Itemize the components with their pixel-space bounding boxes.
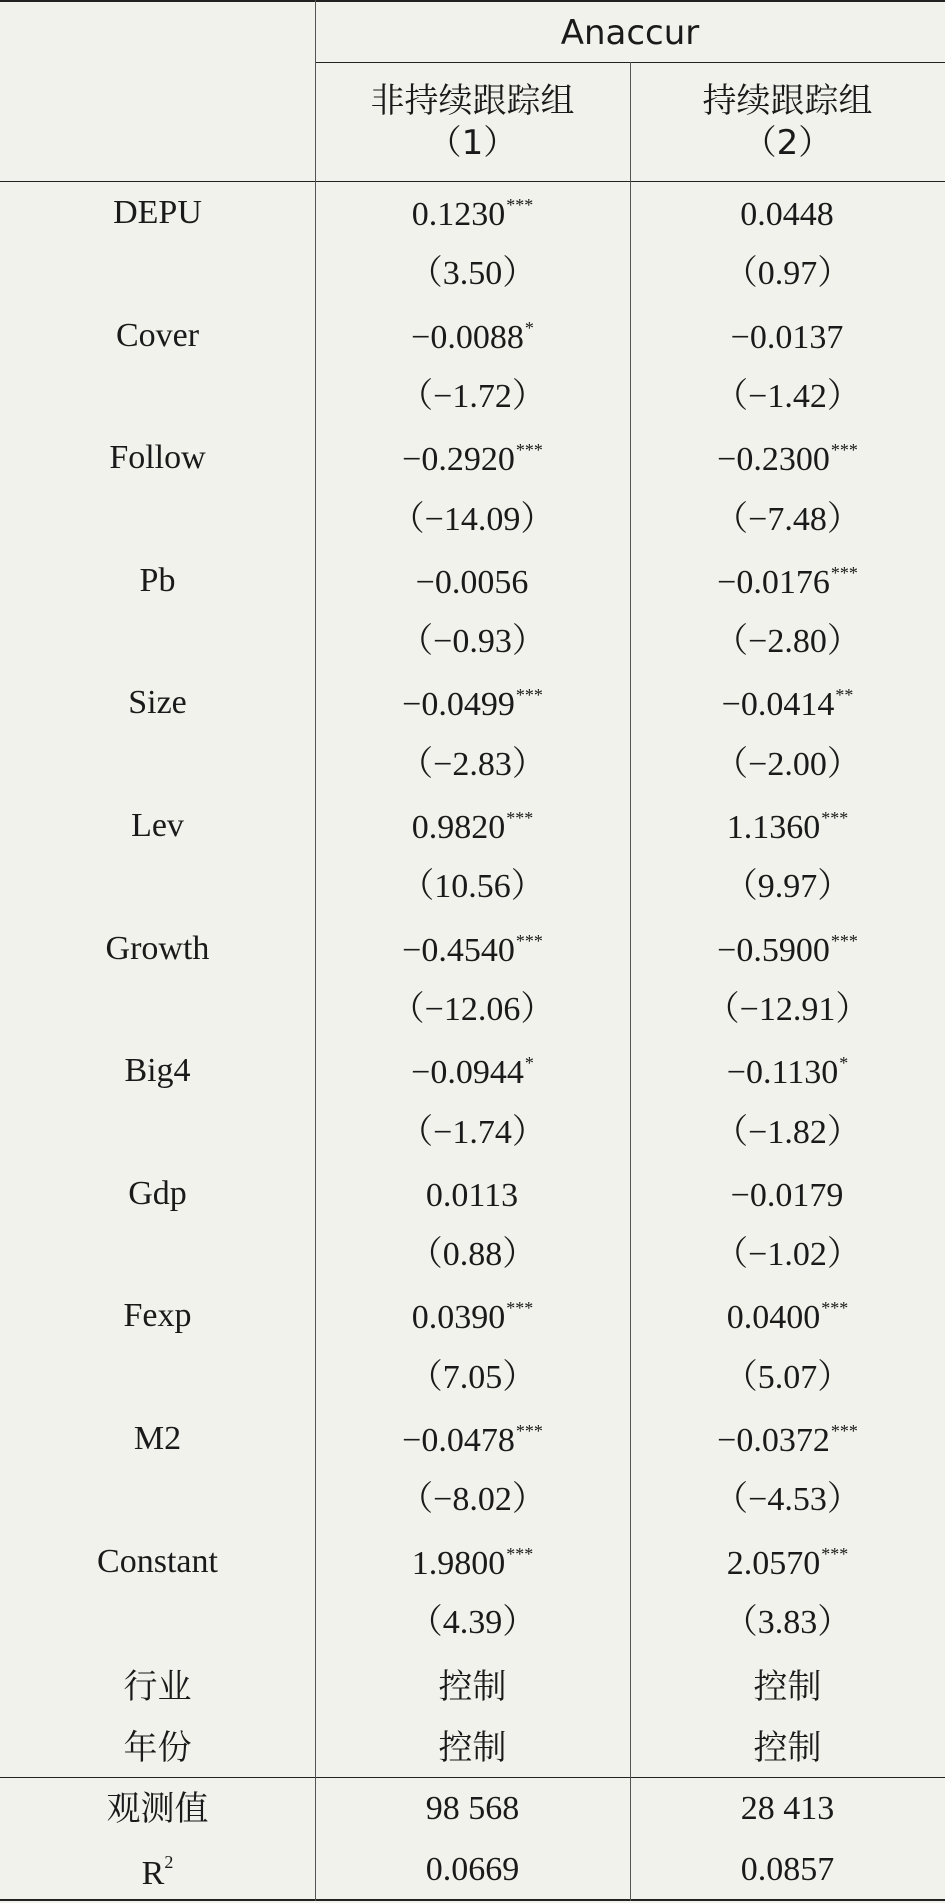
coefficient-col2 [630,1299,945,1335]
t-stat-col2 [630,1606,945,1640]
coefficient-col1 [315,1545,630,1581]
t-stat-col1 [315,1606,630,1640]
variable-name-text: Growth [105,930,210,967]
t-stat-col1-text: （3.50） [408,255,537,292]
variable-name [0,441,315,475]
variable-name [0,809,315,843]
t-stat-col2 [630,257,945,291]
significance-stars: *** [515,440,543,460]
coefficient-col1 [315,441,630,477]
significance-stars: * [524,318,534,338]
coefficient-col1 [315,932,630,968]
coefficient-col2-text: −0.0179 [730,1177,844,1214]
t-stat-col2 [630,1116,945,1150]
coefficient-col2-text: 2.0570 [726,1545,821,1582]
coefficient-col1-text: 0.0390 [411,1299,506,1336]
coefficient-col1 [315,686,630,722]
top-rule [0,0,945,2]
coefficient-col2-text: −0.2300 [717,441,830,478]
coefficient-col2-text: 0.0400 [726,1299,821,1336]
significance-stars: *** [506,1298,534,1318]
variable-name-text: Gdp [128,1175,187,1212]
t-stat-col1 [315,993,630,1027]
t-stat-col1 [315,380,630,414]
t-stat-col1 [315,257,630,291]
significance-stars: *** [821,808,849,828]
t-stat-col2 [630,503,945,537]
t-stat-col2 [630,380,945,414]
coefficient-col2-text: −0.0137 [730,319,844,356]
coefficient-col1 [315,196,630,232]
variable-name-text: Lev [131,807,184,844]
t-stat-col1 [315,1361,630,1395]
variable-name-text: Big4 [124,1052,191,1089]
significance-stars: ** [835,685,854,705]
t-stat-col2-text: （−1.42） [714,378,861,415]
t-stat-col2-text: （5.07） [723,1359,852,1396]
coefficient-col1-text: −0.2920 [402,441,515,478]
t-stat-col1 [315,748,630,782]
variable-name-text: Size [128,684,187,721]
t-stat-col2 [630,1361,945,1395]
t-stat-col1 [315,625,630,659]
control-value: 控制 [438,1667,507,1707]
t-stat-col1 [315,1238,630,1272]
significance-stars: *** [506,195,534,215]
header-rule [0,181,945,182]
coefficient-col2-text: −0.0176 [717,564,830,601]
t-stat-col1-text: （7.05） [408,1359,537,1396]
significance-stars: *** [506,1544,534,1564]
t-stat-col1-text: （−0.93） [399,623,546,660]
t-stat-col1-text: （−14.09） [390,501,555,538]
column-2-label: 持续跟踪组 [702,81,873,121]
t-stat-col1 [315,870,630,904]
significance-stars: *** [515,1421,543,1441]
significance-stars: *** [506,808,534,828]
t-stat-col2 [630,1483,945,1517]
coefficient-col1 [315,1422,630,1458]
observations-value: 28 413 [740,1790,835,1827]
t-stat-col1-text: （4.39） [408,1604,537,1641]
t-stat-col2-text: （−1.02） [714,1236,861,1273]
significance-stars: *** [830,440,858,460]
variable-name [0,564,315,598]
coefficient-col2 [630,932,945,968]
coefficient-col2 [630,1545,945,1581]
r-squared-value: 0.0669 [425,1851,520,1888]
coefficient-col1-text: 0.1230 [411,196,506,233]
t-stat-col2 [630,625,945,659]
coefficient-col2-text: 0.0448 [740,196,834,233]
coefficient-col2-text: 1.1360 [726,809,821,846]
t-stat-col2-text: （3.83） [723,1604,852,1641]
coefficient-col2-text: −0.0414 [721,686,835,723]
t-stat-col2-text: （−2.00） [714,746,861,783]
t-stat-col1-text: （−8.02） [399,1481,546,1518]
coefficient-col1 [315,319,630,355]
control-value: 控制 [753,1728,822,1768]
t-stat-col2 [630,993,945,1027]
variable-name-text: DEPU [113,194,202,231]
control-label-year: 年份 [123,1728,192,1768]
t-stat-col2 [630,1238,945,1272]
variable-name-text: M2 [133,1420,182,1457]
significance-stars: *** [821,1298,849,1318]
t-stat-col2-text: （0.97） [723,255,852,292]
t-stat-col1-text: （0.88） [408,1236,537,1273]
variable-name [0,1545,315,1579]
control-label-industry: 行业 [123,1667,192,1707]
t-stat-col2-text: （−2.80） [714,623,861,660]
coefficient-col1-text: −0.4540 [402,932,515,969]
variable-name-text: Cover [115,317,200,354]
dependent-variable-header: Anaccur [560,13,700,53]
variable-name [0,1299,315,1333]
coefficient-col2 [630,1422,945,1458]
coefficient-col1-text: −0.0499 [402,686,515,723]
r-squared-superscript: 2 [164,1852,174,1872]
coefficient-col2 [630,564,945,600]
coefficient-col1-text: −0.0478 [402,1422,515,1459]
coefficient-col2-text: −0.0372 [717,1422,830,1459]
significance-stars: *** [821,1544,849,1564]
column-1-number: （1） [427,123,518,163]
coefficient-col2 [630,686,945,722]
t-stat-col1 [315,1483,630,1517]
significance-stars: *** [515,685,543,705]
t-stat-col1 [315,1116,630,1150]
coefficient-col1-text: 0.9820 [411,809,506,846]
significance-stars: * [524,1053,534,1073]
variable-name [0,686,315,720]
t-stat-col1-text: （−1.72） [399,378,546,415]
coefficient-col1-text: −0.0088 [411,319,524,356]
coefficient-col2 [630,196,945,232]
t-stat-col1-text: （−12.06） [390,991,555,1028]
control-value: 控制 [753,1667,822,1707]
significance-stars: * [839,1053,849,1073]
t-stat-col1 [315,503,630,537]
coefficient-col2 [630,319,945,355]
variable-name [0,196,315,230]
variable-name [0,1177,315,1211]
coefficient-col2 [630,1054,945,1090]
variable-name-text: Fexp [123,1297,192,1334]
significance-stars: *** [830,563,858,583]
coefficient-col1-text: −0.0056 [415,564,529,601]
t-stat-col2 [630,870,945,904]
t-stat-col1-text: （−2.83） [399,746,546,783]
significance-stars: *** [515,931,543,951]
variable-name [0,1054,315,1088]
observations-value: 98 568 [425,1790,520,1827]
control-value: 控制 [438,1728,507,1768]
column-2-number: （2） [742,123,833,163]
significance-stars: *** [830,931,858,951]
significance-stars: *** [830,1421,858,1441]
coefficient-col1 [315,1054,630,1090]
t-stat-col1-text: （10.56） [400,868,545,905]
variable-name [0,319,315,353]
t-stat-col2-text: （−7.48） [714,501,861,538]
r-squared-label [0,1853,315,1891]
coefficient-col1-text: 1.9800 [411,1545,506,1582]
t-stat-col2 [630,748,945,782]
coefficient-col2-text: −0.5900 [717,932,830,969]
variable-name-text: Constant [97,1543,218,1580]
coefficient-col1 [315,1299,630,1335]
t-stat-col2-text: （9.97） [723,868,852,905]
coefficient-col1-text: 0.0113 [425,1177,519,1214]
coefficient-col2-text: −0.1130 [726,1054,839,1091]
coefficient-col1 [315,564,630,600]
bottom-rule [0,1899,945,1901]
r-squared-letter: R [141,1855,165,1892]
column-1-label: 非持续跟踪组 [370,81,575,121]
footer-rule [0,1777,945,1778]
t-stat-col1-text: （−1.74） [399,1114,546,1151]
t-stat-col2-text: （−4.53） [714,1481,861,1518]
coefficient-col1 [315,809,630,845]
t-stat-col2-text: （−1.82） [714,1114,861,1151]
r-squared-value: 0.0857 [740,1851,835,1888]
t-stat-col2-text: （−12.91） [705,991,870,1028]
variable-name [0,932,315,966]
variable-name [0,1422,315,1456]
coefficient-col1 [315,1177,630,1213]
variable-name-text: Pb [139,562,176,599]
coefficient-col1-text: −0.0944 [411,1054,524,1091]
observations-label: 观测值 [106,1789,209,1829]
coefficient-col2 [630,809,945,845]
coefficient-col2 [630,441,945,477]
variable-name-text: Follow [109,439,206,476]
coefficient-col2 [630,1177,945,1213]
